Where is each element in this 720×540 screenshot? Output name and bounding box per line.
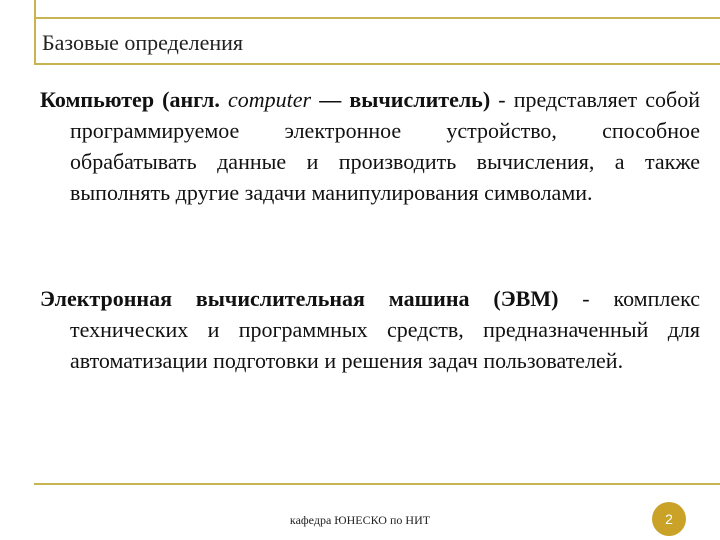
frame-left-line: [34, 0, 36, 64]
definition-evm: [40, 283, 700, 376]
definition-eng-word: computer: [228, 87, 312, 112]
definition-text: - комплекс технических и программных средств, предназначенный для автоматизации подготовки и решения задач пользователей.: [70, 286, 700, 373]
slide-title: Базовые определения: [42, 30, 244, 55]
title-divider: [34, 63, 720, 65]
definition-computer: [40, 84, 700, 208]
frame-top-line: [34, 17, 720, 19]
footer-text: кафедра ЮНЕСКО по НИТ: [289, 513, 431, 527]
page-number-badge: 2: [652, 502, 686, 536]
definition-text: - представляет собой программируемое электронное устройство, способное обрабатывать данные и производить вычисления, а также выполнять другие задачи манипулирования символами.: [70, 87, 700, 205]
footer-divider: [34, 483, 720, 485]
definition-eng-suffix: — вычислитель): [311, 87, 491, 112]
definition-term: Электронная вычислительная машина (ЭВМ): [40, 286, 559, 311]
definition-eng-prefix: (англ.: [154, 87, 229, 112]
definition-term: Компьютер: [40, 87, 155, 112]
